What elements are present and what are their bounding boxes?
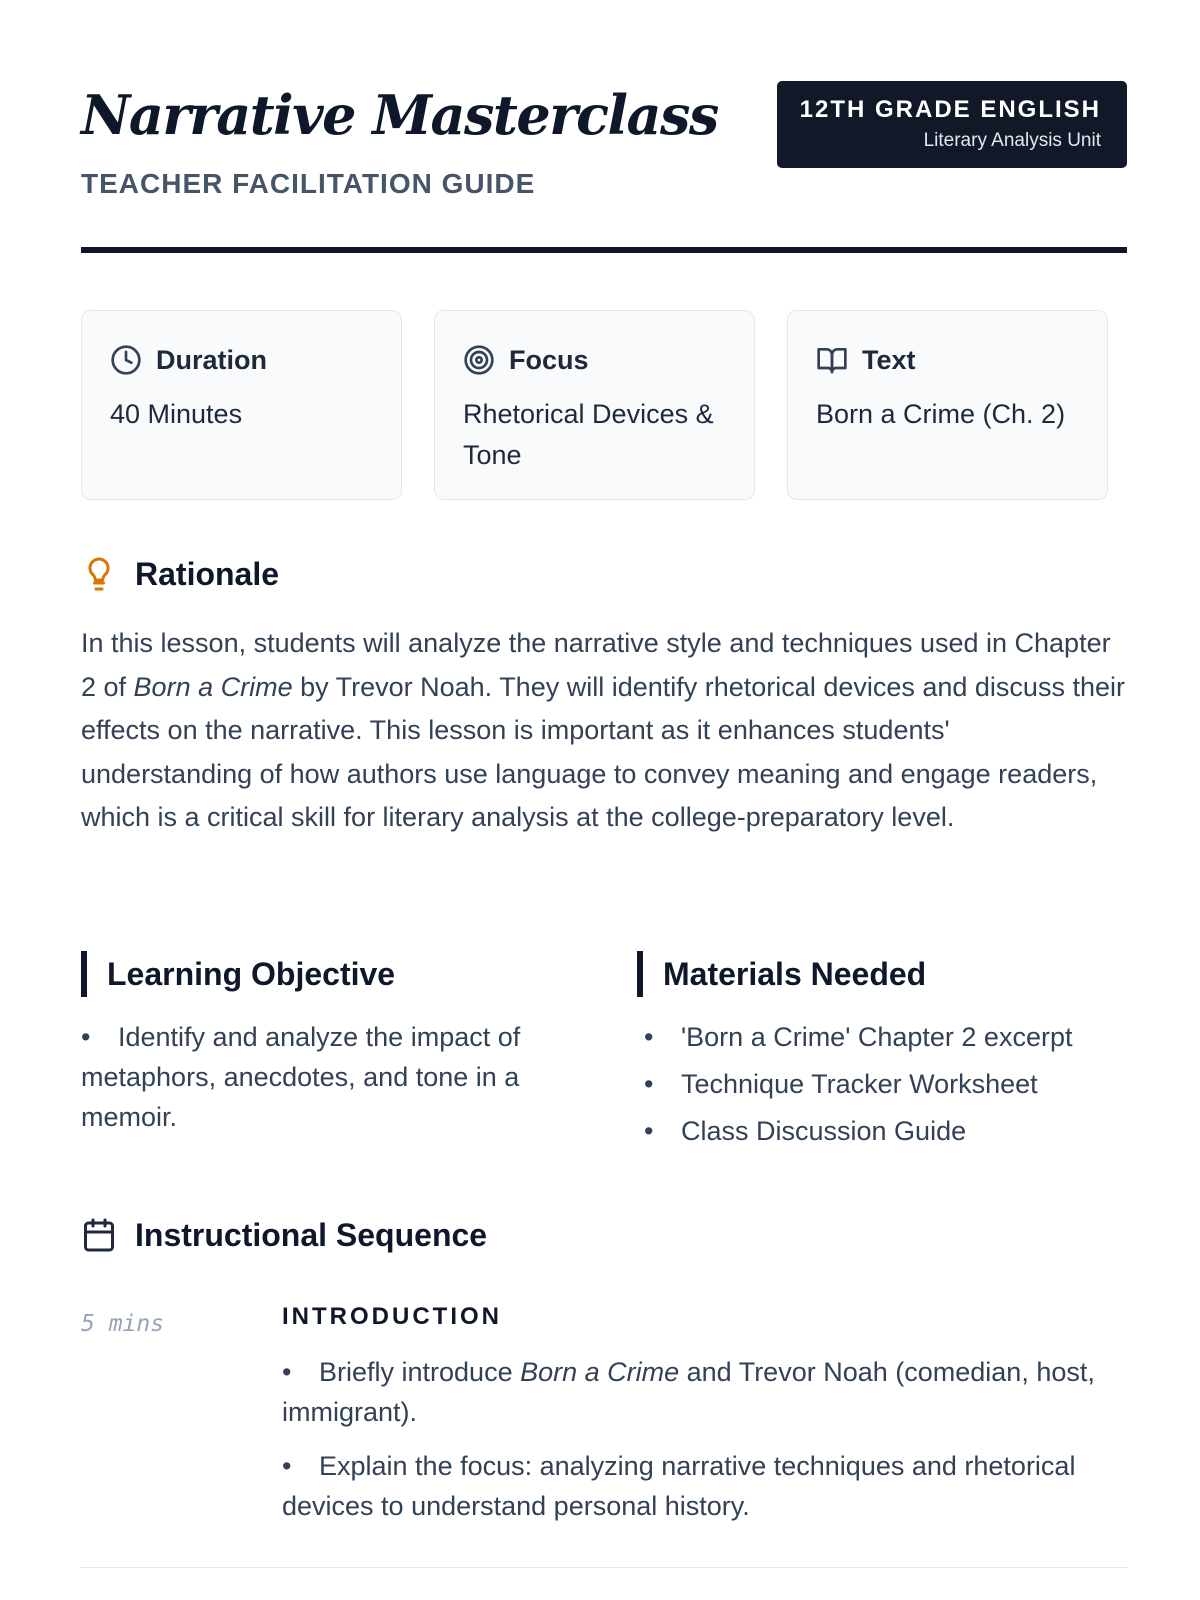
card-label: Focus: [509, 344, 589, 375]
step-duration: 5 mins: [81, 1311, 165, 1337]
list-item: [644, 1064, 1127, 1104]
clock-icon: [110, 344, 142, 376]
section-title: Instructional Sequence: [135, 1216, 488, 1253]
section-title: Rationale: [135, 555, 280, 592]
rationale-text: [81, 622, 1127, 840]
bullet-icon: •: [644, 1069, 654, 1099]
card-label: Text: [862, 344, 916, 375]
target-icon: [463, 344, 495, 376]
learning-objective-heading: [81, 951, 395, 997]
info-card-duration: [81, 310, 402, 500]
list-item-text: Identify and analyze the impact of metaphors, anecdotes, and tone in a memoir.: [81, 1022, 521, 1132]
badge-grade: 12TH GRADE ENGLISH: [799, 96, 1101, 123]
rationale-heading: [81, 552, 279, 596]
calendar-icon: [81, 1215, 117, 1255]
bullet-icon: •: [282, 1357, 292, 1387]
header-divider: [81, 247, 1127, 253]
rationale-text-part: In this lesson, students will analyze the narrative style and techniques used in Chapter 2 of: [81, 628, 1111, 702]
page-subtitle: TEACHER FACILITATION GUIDE: [81, 168, 536, 199]
bullet-icon: •: [282, 1451, 292, 1481]
card-value: 40 Minutes: [110, 399, 243, 429]
section-divider: [81, 1567, 1127, 1568]
materials-heading: [637, 951, 926, 997]
materials-list: [644, 1017, 1127, 1158]
info-card-focus: [434, 310, 755, 500]
list-item-text: Class Discussion Guide: [681, 1116, 967, 1146]
bullet-icon: •: [644, 1022, 654, 1052]
book-open-icon: [816, 344, 848, 376]
badge-unit: Literary Analysis Unit: [923, 130, 1101, 151]
rationale-text-part: by Trevor Noah. They will identify rhetorical devices and discuss their effects on the narrative. This lesson is important as it enhances students' understanding of how authors use language to convey meaning and engage readers, which is a critical skill for literary analysis at the college-preparatory level.: [81, 671, 1125, 833]
list-item: [644, 1017, 1127, 1057]
book-title: Born a Crime: [133, 671, 293, 702]
objective-list: [81, 1017, 581, 1137]
step-title: INTRODUCTION: [282, 1303, 502, 1330]
page-title: Narrative Masterclass: [81, 83, 718, 147]
bullet-icon: •: [81, 1022, 91, 1052]
book-title: Born a Crime: [520, 1357, 680, 1387]
list-item: [81, 1017, 581, 1137]
info-card-text: [787, 310, 1108, 500]
list-item-text: 'Born a Crime' Chapter 2 excerpt: [681, 1022, 1073, 1052]
card-label: Duration: [156, 344, 267, 375]
sequence-heading: [81, 1213, 487, 1257]
lightbulb-icon: [81, 554, 117, 594]
list-item-text: Explain the focus: analyzing narrative techniques and rhetorical devices to understand personal history.: [282, 1451, 1076, 1521]
bullet-icon: •: [644, 1116, 654, 1146]
list-item: [282, 1446, 1127, 1526]
card-value: Born a Crime (Ch. 2): [816, 399, 1066, 429]
list-item-text: and Trevor Noah (comedian, host, immigrant).: [282, 1357, 1095, 1427]
grade-badge: [777, 81, 1127, 168]
step-bullets: [282, 1352, 1127, 1540]
list-item: [282, 1352, 1127, 1432]
list-item-text: Technique Tracker Worksheet: [681, 1069, 1038, 1099]
list-item: [644, 1111, 1127, 1151]
section-title: Learning Objective: [107, 955, 396, 992]
section-title: Materials Needed: [663, 955, 927, 992]
card-value: Rhetorical Devices & Tone: [463, 399, 714, 470]
list-item-text: Briefly introduce: [319, 1357, 521, 1387]
